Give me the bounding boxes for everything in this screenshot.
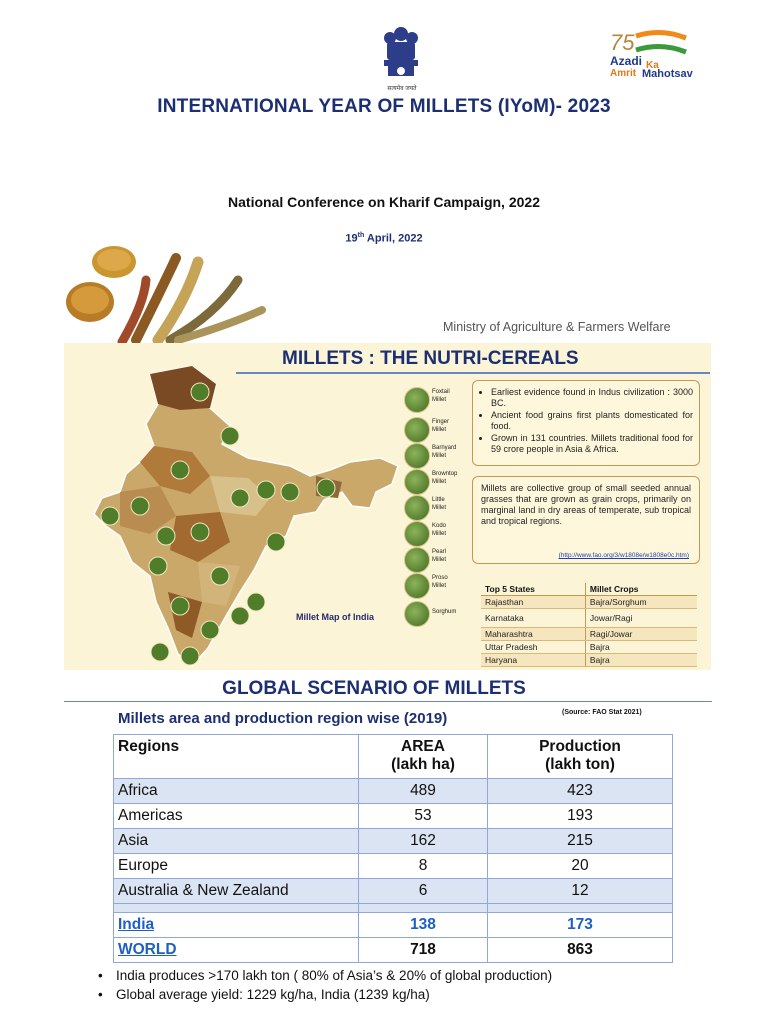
millet-photo-icon bbox=[404, 573, 430, 599]
region-cell: Africa bbox=[114, 779, 359, 804]
production-cell: 863 bbox=[488, 938, 673, 963]
state-cell: Maharashtra bbox=[481, 628, 585, 641]
source-note: (Source: FAO Stat 2021) bbox=[562, 709, 642, 716]
table-row-world bbox=[114, 938, 673, 963]
region-production-table bbox=[113, 734, 673, 963]
definition-source-link[interactable]: (http://www.fao.org/3/w1808e/w1808e0c.htm) bbox=[558, 552, 689, 559]
millet-grains-image bbox=[66, 240, 266, 344]
region-cell: Australia & New Zealand bbox=[114, 879, 359, 904]
world-link[interactable]: WORLD bbox=[118, 941, 177, 958]
area-cell: 162 bbox=[359, 829, 488, 854]
header-regions: Regions bbox=[114, 735, 359, 779]
legend-foxtail-millet: Foxtail Millet bbox=[404, 386, 468, 410]
fact-item: • Earliest evidence found in Indus civilization : 3000 BC. bbox=[491, 387, 693, 408]
area-cell: 138 bbox=[359, 913, 488, 938]
table-header-row bbox=[114, 735, 673, 779]
area-cell: 718 bbox=[359, 938, 488, 963]
fact-item: • Ancient food grains first plants domesticated for food. bbox=[491, 410, 693, 431]
conference-title: National Conference on Kharif Campaign, 2022 bbox=[228, 194, 540, 210]
azadi-ka-amrit-mahotsav-logo bbox=[606, 26, 716, 88]
production-cell: 20 bbox=[488, 854, 673, 879]
map-label: Millet Map of India bbox=[296, 612, 374, 622]
table-row bbox=[114, 879, 673, 904]
millet-definition-box bbox=[472, 476, 700, 564]
svg-text:75: 75 bbox=[610, 30, 635, 55]
national-emblem-icon bbox=[378, 24, 424, 84]
state-cell: Karnataka bbox=[481, 609, 585, 628]
area-cell: 489 bbox=[359, 779, 488, 804]
summary-bullets bbox=[98, 966, 552, 1004]
amrit-text: Amrit bbox=[610, 68, 637, 79]
table-row bbox=[114, 804, 673, 829]
table-row bbox=[114, 854, 673, 879]
conference-date: 19th April, 2022 bbox=[345, 232, 423, 245]
millet-photo-icon bbox=[404, 387, 430, 413]
spacer-row bbox=[114, 904, 673, 913]
millet-photo-icon bbox=[404, 469, 430, 495]
crop-cell: Bajra/Sorghum bbox=[585, 596, 697, 609]
millet-photo-icon bbox=[404, 417, 430, 443]
table-row-india bbox=[114, 913, 673, 938]
emblem-caption: सत्यमेव जयते bbox=[387, 86, 417, 92]
table-row bbox=[114, 829, 673, 854]
legend-proso-millet: Proso Millet bbox=[404, 572, 468, 596]
table-row bbox=[481, 654, 697, 667]
bullet-item: • Global average yield: 1229 kg/ha, India (1239 kg/ha) bbox=[98, 985, 552, 1004]
legend-pearl-millet: Pearl Millet bbox=[404, 546, 468, 570]
region-cell bbox=[114, 938, 359, 963]
crop-cell: Bajra bbox=[585, 654, 697, 667]
state-cell: Uttar Pradesh bbox=[481, 641, 585, 654]
legend-browntop-millet: Browntop Millet bbox=[404, 468, 468, 492]
india-millet-map bbox=[80, 366, 420, 670]
table-subtitle: Millets area and production region wise (2019) bbox=[118, 710, 448, 727]
bullet-item: • India produces >170 lakh ton ( 80% of Asia’s & 20% of global production) bbox=[98, 966, 552, 985]
millet-photo-icon bbox=[404, 547, 430, 573]
table-row bbox=[114, 779, 673, 804]
area-cell: 6 bbox=[359, 879, 488, 904]
millet-photo-icon bbox=[404, 521, 430, 547]
header-area: AREA (lakh ha) bbox=[359, 735, 488, 779]
table-row bbox=[481, 641, 697, 654]
crop-cell: Jowar/Ragi bbox=[585, 609, 697, 628]
legend-barnyard-millet: Barnyard Millet bbox=[404, 442, 468, 466]
production-cell: 215 bbox=[488, 829, 673, 854]
mahotsav-text: Mahotsav bbox=[642, 68, 693, 80]
legend-sorghum: Sorghum bbox=[404, 600, 468, 624]
fact-item: • Grown in 131 countries. Millets traditional food for 59 crore people in Asia & Africa. bbox=[491, 433, 693, 454]
legend-kodo-millet: Kodo Millet bbox=[404, 520, 468, 544]
table-row bbox=[481, 596, 697, 609]
nutri-cereals-title: MILLETS : THE NUTRI-CEREALS bbox=[282, 348, 579, 369]
legend-finger-millet: Finger Millet bbox=[404, 416, 468, 440]
table-header: Millet Crops bbox=[585, 583, 697, 596]
table-row bbox=[481, 628, 697, 641]
millet-facts-box bbox=[472, 380, 700, 466]
title-underline bbox=[64, 701, 712, 702]
region-cell: Europe bbox=[114, 854, 359, 879]
india-link[interactable]: India bbox=[118, 916, 155, 933]
area-cell: 53 bbox=[359, 804, 488, 829]
production-cell: 423 bbox=[488, 779, 673, 804]
ka-text: Ka bbox=[646, 60, 659, 71]
area-cell: 8 bbox=[359, 854, 488, 879]
page-title: INTERNATIONAL YEAR OF MILLETS (IYoM)- 2023 bbox=[157, 96, 611, 117]
millet-photo-icon bbox=[404, 443, 430, 469]
region-cell: Americas bbox=[114, 804, 359, 829]
table-header: Top 5 States bbox=[481, 583, 585, 596]
region-cell bbox=[114, 913, 359, 938]
top-states-table bbox=[481, 583, 697, 667]
millet-photo-icon bbox=[404, 495, 430, 521]
crop-cell: Bajra bbox=[585, 641, 697, 654]
production-cell: 12 bbox=[488, 879, 673, 904]
millet-definition: Millets are collective group of small seeded annual grasses that are grown as grain crops, primarily on marginal land in dry areas of temperate, sub tropical and tropical regions. bbox=[481, 483, 691, 526]
legend-little-millet: Little Millet bbox=[404, 494, 468, 518]
state-cell: Haryana bbox=[481, 654, 585, 667]
crop-cell: Ragi/Jowar bbox=[585, 628, 697, 641]
table-row bbox=[481, 609, 697, 628]
azadi-text: Azadi bbox=[610, 54, 643, 68]
production-cell: 173 bbox=[488, 913, 673, 938]
ministry-name: Ministry of Agriculture & Farmers Welfare bbox=[443, 320, 671, 334]
production-cell: 193 bbox=[488, 804, 673, 829]
millet-photo-icon bbox=[404, 601, 430, 627]
state-cell: Rajasthan bbox=[481, 596, 585, 609]
global-scenario-title: GLOBAL SCENARIO OF MILLETS bbox=[222, 678, 526, 699]
region-cell: Asia bbox=[114, 829, 359, 854]
header-production: Production (lakh ton) bbox=[488, 735, 673, 779]
